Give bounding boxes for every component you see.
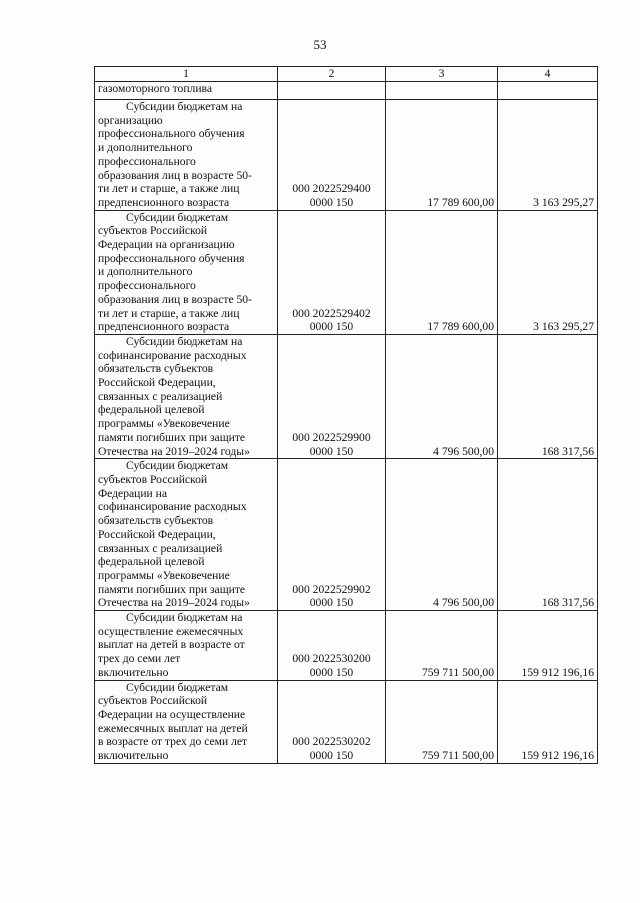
header-col-1: 1 — [95, 67, 278, 82]
row-col4: 159 912 196,16 — [498, 611, 598, 681]
row-code-line: 000 2022529902 — [292, 582, 371, 596]
row-name-first-line: Субсидии бюджетам на — [126, 334, 243, 348]
row-name-line: обязательств субъектов — [98, 514, 214, 528]
row-name — [95, 459, 278, 611]
row-name-first-line: Субсидии бюджетам на — [126, 611, 243, 625]
row-name — [95, 100, 278, 211]
page-number: 53 — [313, 37, 327, 52]
row-name — [95, 611, 278, 681]
row-name-line: включительно — [98, 749, 169, 763]
row-col4: 159 912 196,16 — [498, 680, 598, 763]
row-name-line: программы «Увековечение — [98, 568, 230, 582]
row-name-line: программы «Увековечение — [98, 417, 230, 431]
row-code — [278, 611, 386, 681]
row-code — [278, 459, 386, 611]
row-name-line: ти лет и старше, а также лиц — [98, 182, 240, 196]
row-col4: 168 317,56 — [498, 459, 598, 611]
row-name-first-line: Субсидии бюджетам на — [126, 100, 243, 113]
row-name-line: софинансирование расходных — [98, 500, 247, 514]
row-code-line: 0000 150 — [309, 195, 354, 209]
table-row — [95, 611, 598, 681]
row-name-line: памяти погибших при защите — [98, 430, 246, 444]
row-name — [95, 210, 278, 334]
row-name-line: Федерации на организацию — [98, 238, 235, 252]
row-name-line: Федерации на — [98, 486, 168, 500]
continuation-col4 — [498, 82, 598, 100]
row-code-line: 0000 150 — [309, 749, 354, 763]
row-col4: 3 163 295,27 — [498, 210, 598, 334]
row-name-line: предпенсионного возраста — [98, 195, 230, 209]
row-code — [278, 680, 386, 763]
row-name-line — [98, 211, 274, 225]
row-name — [95, 680, 278, 763]
row-name-line: трех до семи лет — [98, 652, 181, 666]
row-col3: 759 711 500,00 — [386, 680, 498, 763]
row-name-line: федеральной целевой — [98, 555, 205, 569]
row-col3: 759 711 500,00 — [386, 611, 498, 681]
row-code — [278, 210, 386, 334]
row-name-line: ежемесячных выплат на детей — [98, 721, 248, 735]
row-name-line — [98, 681, 274, 695]
table-row — [95, 210, 598, 334]
row-code-line: 000 2022529402 — [292, 306, 371, 320]
row-name-line: связанных с реализацией — [98, 389, 223, 403]
row-code-line: 000 2022529900 — [292, 430, 371, 444]
row-name — [95, 334, 278, 458]
row-name-line: софинансирование расходных — [98, 348, 247, 362]
row-name-line: профессионального обучения — [98, 127, 245, 141]
row-name-line — [98, 100, 274, 114]
row-col3: 17 789 600,00 — [386, 210, 498, 334]
row-code — [278, 100, 386, 211]
row-name-line: профессионального — [98, 279, 196, 293]
table-row — [95, 100, 598, 211]
row-name-line: субъектов Российской — [98, 472, 208, 486]
row-code-line: 0000 150 — [309, 596, 354, 610]
row-code-line: 000 2022530202 — [292, 735, 371, 749]
row-col4: 168 317,56 — [498, 334, 598, 458]
header-col-4: 4 — [498, 67, 598, 82]
row-code-line: 000 2022529400 — [292, 182, 371, 196]
row-col4: 3 163 295,27 — [498, 100, 598, 211]
row-name-line: в возрасте от трех до семи лет — [98, 735, 248, 749]
row-name-line: образования лиц в возрасте 50- — [98, 292, 252, 306]
row-name-line: образования лиц в возрасте 50- — [98, 168, 252, 182]
row-col3: 17 789 600,00 — [386, 100, 498, 211]
row-name-line — [98, 611, 274, 625]
header-row — [95, 67, 598, 82]
table-row — [95, 680, 598, 763]
row-name-first-line: Субсидии бюджетам — [126, 680, 229, 694]
row-name-line: памяти погибших при защите — [98, 582, 246, 596]
row-name-line: включительно — [98, 665, 169, 679]
row-name-line: и дополнительного — [98, 141, 193, 155]
row-name-first-line: Субсидии бюджетам — [126, 459, 229, 473]
row-code-line: 000 2022530200 — [292, 652, 371, 666]
row-col3: 4 796 500,00 — [386, 334, 498, 458]
row-col3: 4 796 500,00 — [386, 459, 498, 611]
row-name-line: Российской Федерации, — [98, 527, 216, 541]
budget-table — [94, 66, 598, 764]
row-name-line: Федерации на осуществление — [98, 707, 246, 721]
row-name-line: профессионального — [98, 154, 196, 168]
row-name-line: Отечества на 2019–2024 годы» — [98, 596, 250, 610]
continuation-col3 — [386, 82, 498, 100]
row-code-line: 0000 150 — [309, 444, 354, 458]
row-name-first-line: Субсидии бюджетам — [126, 210, 229, 224]
row-name-line: обязательств субъектов — [98, 362, 214, 376]
header-col-2: 2 — [278, 67, 386, 82]
row-name-line: Отечества на 2019–2024 годы» — [98, 444, 250, 458]
row-code-line: 0000 150 — [309, 320, 354, 334]
row-name-line: субъектов Российской — [98, 224, 208, 238]
row-name-line: Российской Федерации, — [98, 376, 216, 390]
continuation-row — [95, 82, 598, 100]
row-name-line: осуществление ежемесячных — [98, 624, 244, 638]
row-name-line: ти лет и старше, а также лиц — [98, 306, 240, 320]
row-name-line — [98, 459, 274, 473]
header-col-3: 3 — [386, 67, 498, 82]
row-name-line: связанных с реализацией — [98, 541, 223, 555]
continuation-code — [278, 82, 386, 100]
row-name-line: выплат на детей в возрасте от — [98, 638, 245, 652]
continuation-name: газомоторного топлива — [95, 82, 278, 100]
table-row — [95, 334, 598, 458]
row-name-line: профессионального обучения — [98, 251, 245, 265]
row-code-line: 0000 150 — [309, 665, 354, 679]
row-name-line — [98, 335, 274, 349]
row-name-line: организацию — [98, 113, 163, 127]
row-name-line: федеральной целевой — [98, 403, 205, 417]
row-name-line: субъектов Российской — [98, 694, 208, 708]
table-row — [95, 459, 598, 611]
row-name-line: предпенсионного возраста — [98, 320, 230, 334]
row-code — [278, 334, 386, 458]
row-name-line: и дополнительного — [98, 265, 193, 279]
